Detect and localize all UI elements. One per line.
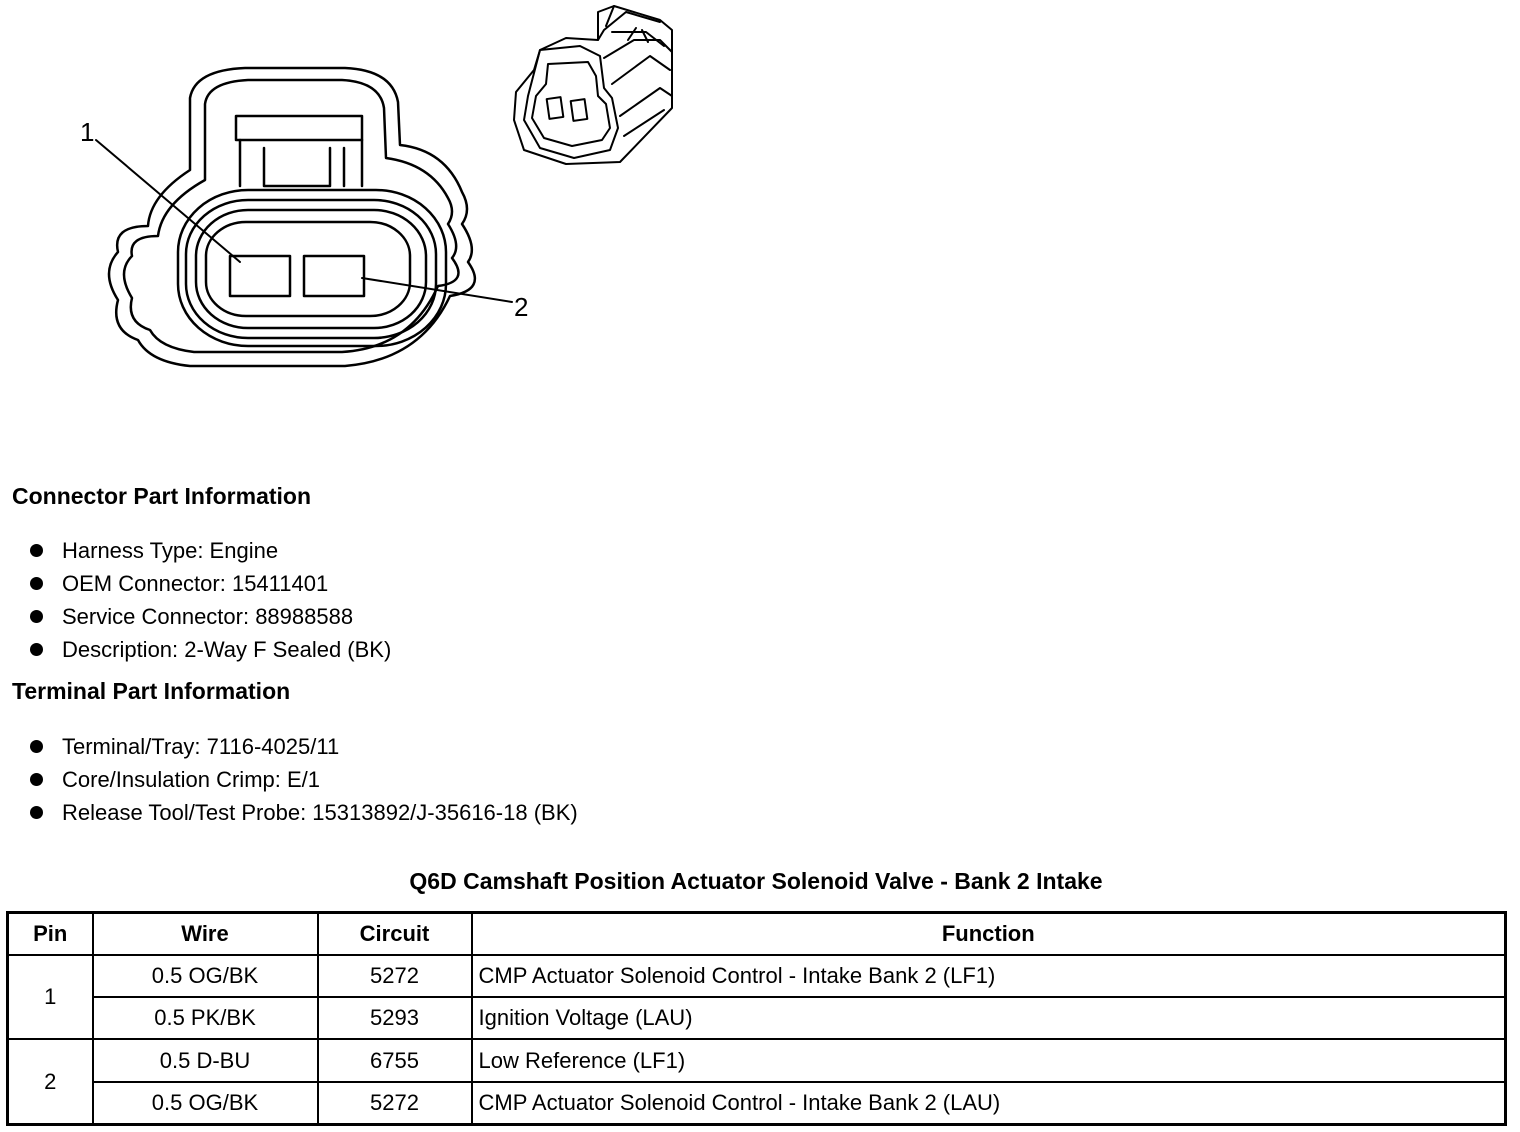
wire-cell: 0.5 PK/BK [93, 997, 318, 1039]
connector-face-view [96, 68, 512, 366]
column-header-pin: Pin [8, 913, 93, 956]
function-cell: Ignition Voltage (LAU) [472, 997, 1506, 1039]
list-item [28, 633, 391, 666]
connector-diagram [0, 0, 700, 420]
function-cell: CMP Actuator Solenoid Control - Intake Bank 2 (LAU) [472, 1082, 1506, 1125]
bullet-icon [30, 610, 43, 623]
table-row [8, 1082, 1506, 1125]
list-item [28, 763, 578, 796]
wire-cell: 0.5 OG/BK [93, 955, 318, 997]
table-row [8, 1039, 1506, 1081]
pin-cell: 1 [8, 955, 93, 1039]
callout-1: 1 [80, 117, 95, 147]
list-item-text: Core/Insulation Crimp: E/1 [62, 767, 320, 792]
circuit-cell: 6755 [318, 1039, 472, 1081]
cavity-2 [304, 256, 364, 296]
pin-cell: 2 [8, 1039, 93, 1124]
bullet-icon [30, 577, 43, 590]
callout-2: 2 [514, 292, 529, 322]
terminal-part-info-heading: Terminal Part Information [12, 678, 291, 704]
list-item [28, 796, 578, 829]
terminal-part-info-list [28, 730, 578, 829]
column-header-wire: Wire [93, 913, 318, 956]
function-cell: Low Reference (LF1) [472, 1039, 1506, 1081]
circuit-cell: 5293 [318, 997, 472, 1039]
list-item-text: Service Connector: 88988588 [62, 604, 354, 629]
connector-part-info-list [28, 534, 391, 666]
list-item-text: Description: 2-Way F Sealed (BK) [62, 637, 392, 662]
circuit-cell: 5272 [318, 955, 472, 997]
bullet-icon [30, 544, 43, 557]
table-row [8, 997, 1506, 1039]
connector-isometric-view [514, 6, 672, 164]
bullet-icon [30, 740, 43, 753]
table-row [8, 955, 1506, 997]
function-cell: CMP Actuator Solenoid Control - Intake Bank 2 (LF1) [472, 955, 1506, 997]
list-item-text: Release Tool/Test Probe: 15313892/J-35616-18 (BK) [62, 800, 578, 825]
table-header-row [8, 913, 1506, 956]
list-item-text: Harness Type: Engine [62, 538, 279, 563]
list-item [28, 567, 391, 600]
bullet-icon [30, 806, 43, 819]
circuit-cell: 5272 [318, 1082, 472, 1125]
list-item-text: Terminal/Tray: 7116-4025/11 [62, 734, 340, 759]
bullet-icon [30, 773, 43, 786]
bullet-icon [30, 643, 43, 656]
column-header-function: Function [472, 913, 1506, 956]
list-item [28, 534, 391, 567]
wire-cell: 0.5 OG/BK [93, 1082, 318, 1125]
column-header-circuit: Circuit [318, 913, 472, 956]
connector-part-info-heading: Connector Part Information [12, 483, 312, 509]
list-item-text: OEM Connector: 15411401 [62, 571, 329, 596]
pinout-table [6, 911, 1507, 1126]
list-item [28, 730, 578, 763]
table-title: Q6D Camshaft Position Actuator Solenoid Valve - Bank 2 Intake [409, 868, 1103, 894]
wire-cell: 0.5 D-BU [93, 1039, 318, 1081]
list-item [28, 600, 391, 633]
